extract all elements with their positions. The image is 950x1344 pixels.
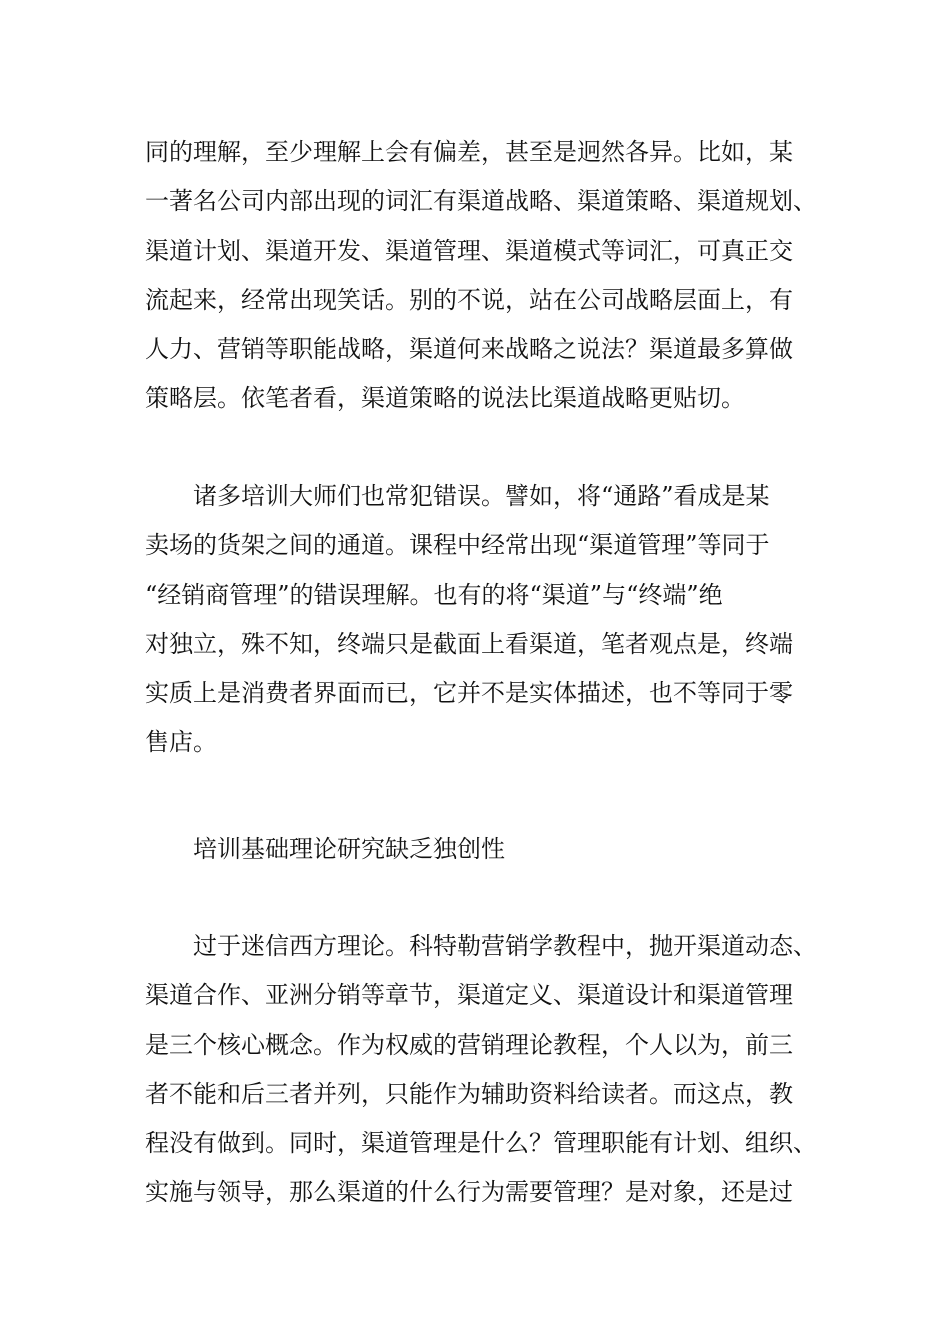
paragraph-line: 人力、营销等职能战略，渠道何来战略之说法？渠道最多算做 [145,335,793,364]
section-heading [145,825,825,874]
paragraph-line: 实施与领导，那么渠道的什么行为需要管理？是对象，还是过 [145,1178,793,1207]
paragraph-line: 一著名公司内部出现的词汇有渠道战略、渠道策略、渠道规划、 [145,187,817,216]
paragraph-line: 流起来，经常出现笑话。别的不说，站在公司战略层面上，有 [145,285,793,314]
paragraph-line: 策略层。依笔者看，渠道策略的说法比渠道战略更贴切。 [145,384,745,413]
paragraph-line: 是三个核心概念。作为权威的营销理论教程，个人以为，前三 [145,1030,793,1059]
paragraph-line: 售店。 [145,728,217,757]
paragraph-line: 渠道合作、亚洲分销等章节，渠道定义、渠道设计和渠道管理 [145,981,793,1010]
paragraph-line: 程没有做到。同时，渠道管理是什么？管理职能有计划、组织、 [145,1129,817,1158]
paragraph-line: 卖场的货架之间的通道。课程中经常出现“渠道管理”等同于 [145,531,770,560]
section-heading-text: 培训基础理论研究缺乏独创性 [193,835,505,863]
paragraph-line: 诸多培训大师们也常犯错误。譬如，将“通路”看成是某 [193,482,770,510]
paragraph-3 [145,922,825,1218]
paragraph-2 [145,472,825,768]
paragraph-line: “经销商管理”的错误理解。也有的将“渠道”与“终端”绝 [145,580,723,609]
paragraph-line: 同的理解，至少理解上会有偏差，甚至是迥然各异。比如，某 [145,138,793,166]
paragraph-line: 实质上是消费者界面而已，它并不是实体描述，也不等同于零 [145,679,793,708]
paragraph-line: 对独立，殊不知，终端只是截面上看渠道，笔者观点是，终端 [145,629,793,658]
paragraph-line: 者不能和后三者并列，只能作为辅助资料给读者。而这点，教 [145,1079,793,1108]
paragraph-1 [145,128,825,424]
paragraph-line: 过于迷信西方理论。科特勒营销学教程中，抛开渠道动态、 [193,932,817,960]
paragraph-line: 渠道计划、渠道开发、渠道管理、渠道模式等词汇，可真正交 [145,236,793,265]
